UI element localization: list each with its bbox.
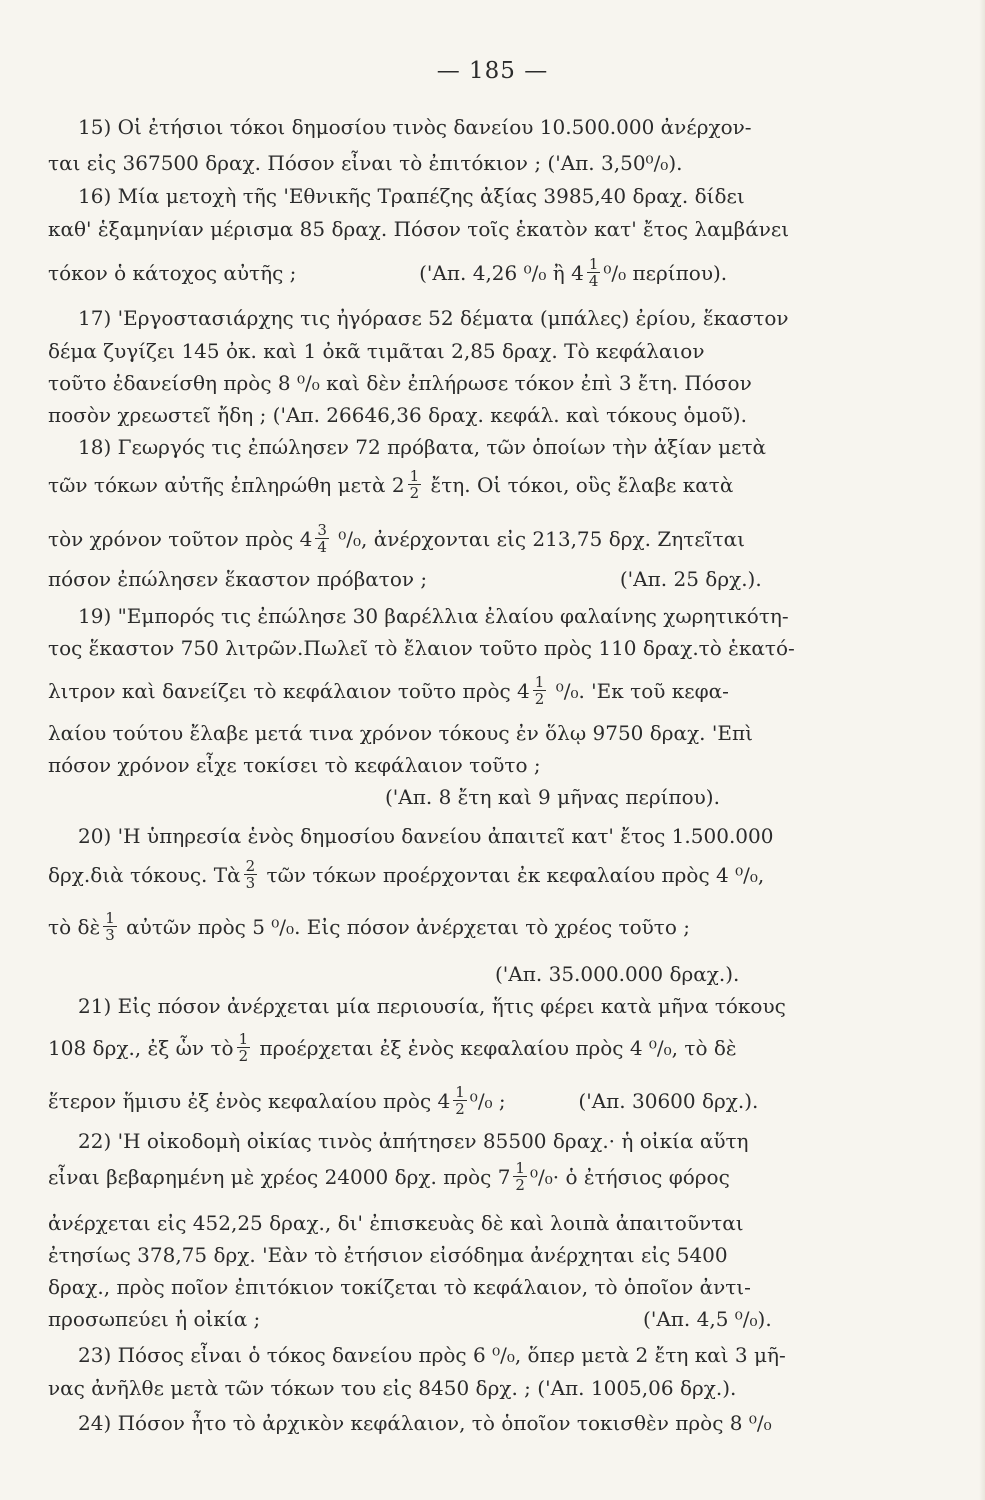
problem-16-line-3 (48, 255, 728, 291)
text: ⁰/₀, ἀνέρχονται εἰς 213,75 δρχ. Ζητεῖται (338, 527, 745, 551)
page-number: — 185 — (436, 58, 549, 84)
problem-16-answer-c: περίπου). (632, 261, 728, 285)
problem-16-line-3-text: τόκον ὁ κάτοχος αὐτῆς ; (48, 261, 297, 285)
problem-20-line-2 (48, 857, 765, 893)
problem-24-line-1: 24) Πόσον ἦτο τὸ ἀρχικὸν κεφάλαιον, τὸ ὁποῖον τοκισθὲν πρὸς 8 ⁰/₀ (78, 1411, 772, 1435)
problem-18-line-4 (48, 566, 762, 592)
problem-19-line-5: πόσον χρόνον εἶχε τοκίσει τὸ κεφάλαιον τοῦτο ; (48, 753, 541, 777)
text: τὸν χρόνον τοῦτον πρὸς 4 (48, 527, 313, 551)
fraction: $\frac{1}{2}$ (455, 1083, 465, 1118)
fraction: $\frac{3}{4}$ (317, 521, 327, 556)
percent-sign: ⁰/₀ (523, 261, 547, 285)
text: τὸ δὲ (48, 915, 101, 939)
problem-18-line-2 (48, 467, 734, 503)
text: εἶναι βεβαρημένη μὲ χρέος 24000 δρχ. πρὸς 7 (48, 1165, 511, 1189)
fraction: $\frac{1}{3}$ (105, 909, 115, 944)
problem-18-line-1: 18) Γεωργός τις ἐπώλησεν 72 πρόβατα, τῶν ὁποίων τὴν ἀξίαν μετὰ (78, 435, 767, 459)
text: ⁰/₀ ; (469, 1089, 506, 1113)
problem-16-line-2: καθ' ἑξαμηνίαν μέρισμα 85 δραχ. Πόσον τοῖς ἑκατὸν κατ' ἔτος λαμβάνει (48, 217, 790, 241)
problem-22-line-3: ἀνέρχεται εἰς 452,25 δραχ., δι' ἐπισκευὰς δὲ καὶ λοιπὰ ἀπαιτοῦνται (48, 1211, 744, 1235)
problem-19-line-4: λαίου τούτου ἔλαβε μετά τινα χρόνον τόκους ἐν ὅλῳ 9750 δραχ. 'Επὶ (48, 721, 753, 745)
text: ἔτη. Οἱ τόκοι, οὓς ἔλαβε κατὰ (430, 473, 734, 497)
problem-18-line-3 (48, 521, 745, 557)
problem-21-line-1: 21) Εἰς πόσον ἀνέρχεται μία περιουσία, ἥτις φέρει κατὰ μῆνα τόκους (78, 994, 786, 1018)
problem-17-line-1: 17) 'Εργοστασιάρχης τις ἠγόρασε 52 δέματα (μπάλες) ἐρίου, ἕκαστον (78, 306, 789, 330)
problem-20-answer: ('Απ. 35.000.000 δραχ.). (495, 962, 740, 986)
problem-15-line-1: 15) Οἱ ἐτήσιοι τόκοι δημοσίου τινὸς δανείου 10.500.000 ἀνέρχον- (78, 115, 752, 139)
text: ⁰/₀· ὁ ἐτήσιος φόρος (529, 1165, 730, 1189)
problem-19-line-1: 19) "Εμπορός τις ἐπώλησε 30 βαρέλλια ἐλαίου φαλαίνης χωρητικότη- (78, 604, 789, 628)
problem-17-line-4: ποσὸν χρεωστεῖ ἤδη ; ('Απ. 26646,36 δραχ. κεφάλ. καὶ τόκους ὁμοῦ). (48, 403, 747, 427)
problem-16-line-1: 16) Μία μετοχὴ τῆς 'Εθνικῆς Τραπέζης ἀξίας 3985,40 δραχ. δίδει (78, 184, 745, 208)
problem-23-line-2: νας ἀνῆλθε μετὰ τῶν τόκων του εἰς 8450 δρχ. ; ('Απ. 1005,06 δρχ.). (48, 1376, 737, 1400)
problem-17-line-3: τοῦτο ἐδανείσθη πρὸς 8 ⁰/₀ καὶ δὲν ἐπλήρωσε τόκον ἐπὶ 3 ἔτη. Πόσον (48, 371, 752, 395)
problem-19-line-3 (48, 673, 729, 709)
text: ⁰/₀. 'Εκ τοῦ κεφα- (555, 679, 729, 703)
text: 108 δρχ., ἐξ ὧν τὸ (48, 1036, 234, 1060)
problem-22-line-2 (48, 1159, 730, 1195)
answer: ('Απ. 30600 δρχ.). (578, 1089, 759, 1113)
fraction: $\frac{1}{2}$ (534, 673, 545, 708)
fraction: $\frac{2}{3}$ (245, 857, 256, 892)
fraction: $\frac{1}{4}$ (588, 255, 599, 290)
answer: ('Απ. 25 δρχ.). (619, 567, 762, 591)
text: προέρχεται ἐξ ἑνὸς κεφαλαίου πρὸς 4 ⁰/₀, τὸ δὲ (259, 1036, 737, 1060)
problem-19-line-2: τος ἕκαστον 750 λιτρῶν.Πωλεῖ τὸ ἔλαιον τοῦτο πρὸς 110 δραχ.τὸ ἑκατό- (48, 636, 795, 660)
problem-22-line-4: ἐτησίως 378,75 δρχ. 'Εὰν τὸ ἐτήσιον εἰσόδημα ἀνέρχηται εἰς 5400 (48, 1243, 728, 1267)
text: τῶν τόκων αὐτῆς ἐπληρώθη μετὰ 2 (48, 473, 405, 497)
problem-15-line-2: ται εἰς 367500 δραχ. Πόσον εἶναι τὸ ἐπιτόκιον ; ('Απ. 3,50⁰/₀). (48, 151, 683, 175)
problem-22-line-6 (48, 1306, 772, 1332)
text: τῶν τόκων προέρχονται ἐκ κεφαλαίου πρὸς 4 ⁰/₀, (266, 863, 765, 887)
problem-20-line-1: 20) 'Η ὑπηρεσία ἑνὸς δημοσίου δανείου ἀπαιτεῖ κατ' ἔτος 1.500.000 (78, 824, 774, 848)
text: προσωπεύει ἡ οἰκία ; (48, 1307, 261, 1331)
answer: ('Απ. 4,5 ⁰/₀). (643, 1307, 772, 1331)
problem-23-line-1: 23) Πόσος εἶναι ὁ τόκος δανείου πρὸς 6 ⁰/₀, ὅπερ μετὰ 2 ἔτη καὶ 3 μῆ- (78, 1343, 786, 1367)
fraction: $\frac{1}{2}$ (409, 467, 420, 502)
problem-17-line-2: δέμα ζυγίζει 145 ὀκ. καὶ 1 ὀκᾶ τιμᾶται 2,85 δραχ. Τὸ κεφάλαιον (48, 339, 705, 363)
problem-22-line-1: 22) 'Η οἰκοδομὴ οἰκίας τινὸς ἀπήτησεν 85500 δραχ.· ἡ οἰκία αὕτη (78, 1129, 749, 1153)
problem-16-answer-a: ('Απ. 4,26 (419, 261, 518, 285)
problem-19-answer: ('Απ. 8 ἔτη καὶ 9 μῆνας περίπου). (385, 785, 720, 809)
text: αὐτῶν πρὸς 5 ⁰/₀. Εἰς πόσον ἀνέρχεται τὸ χρέος τοῦτο ; (126, 915, 690, 939)
text: λιτρον καὶ δανείζει τὸ κεφάλαιον τοῦτο πρὸς 4 (48, 679, 530, 703)
text: πόσον ἐπώλησεν ἕκαστον πρόβατον ; (48, 567, 428, 591)
problem-16-answer-b: ἢ 4 (552, 261, 584, 285)
problem-20-line-3 (48, 909, 690, 945)
fraction: $\frac{1}{2}$ (238, 1030, 249, 1065)
problem-22-line-5: δραχ., πρὸς ποῖον ἐπιτόκιον τοκίζεται τὸ κεφάλαιον, τὸ ὁποῖον ἀντι- (48, 1275, 751, 1299)
problem-21-line-2 (48, 1030, 737, 1066)
problem-21-line-3 (48, 1083, 759, 1119)
text: δρχ.διὰ τόκους. Τὰ (48, 863, 241, 887)
page-edge (979, 0, 985, 1500)
fraction: $\frac{1}{2}$ (515, 1159, 525, 1194)
text: ἕτερον ἥμισυ ἐξ ἑνὸς κεφαλαίου πρὸς 4 (48, 1089, 451, 1113)
percent-sign: ⁰/₀ (603, 261, 627, 285)
